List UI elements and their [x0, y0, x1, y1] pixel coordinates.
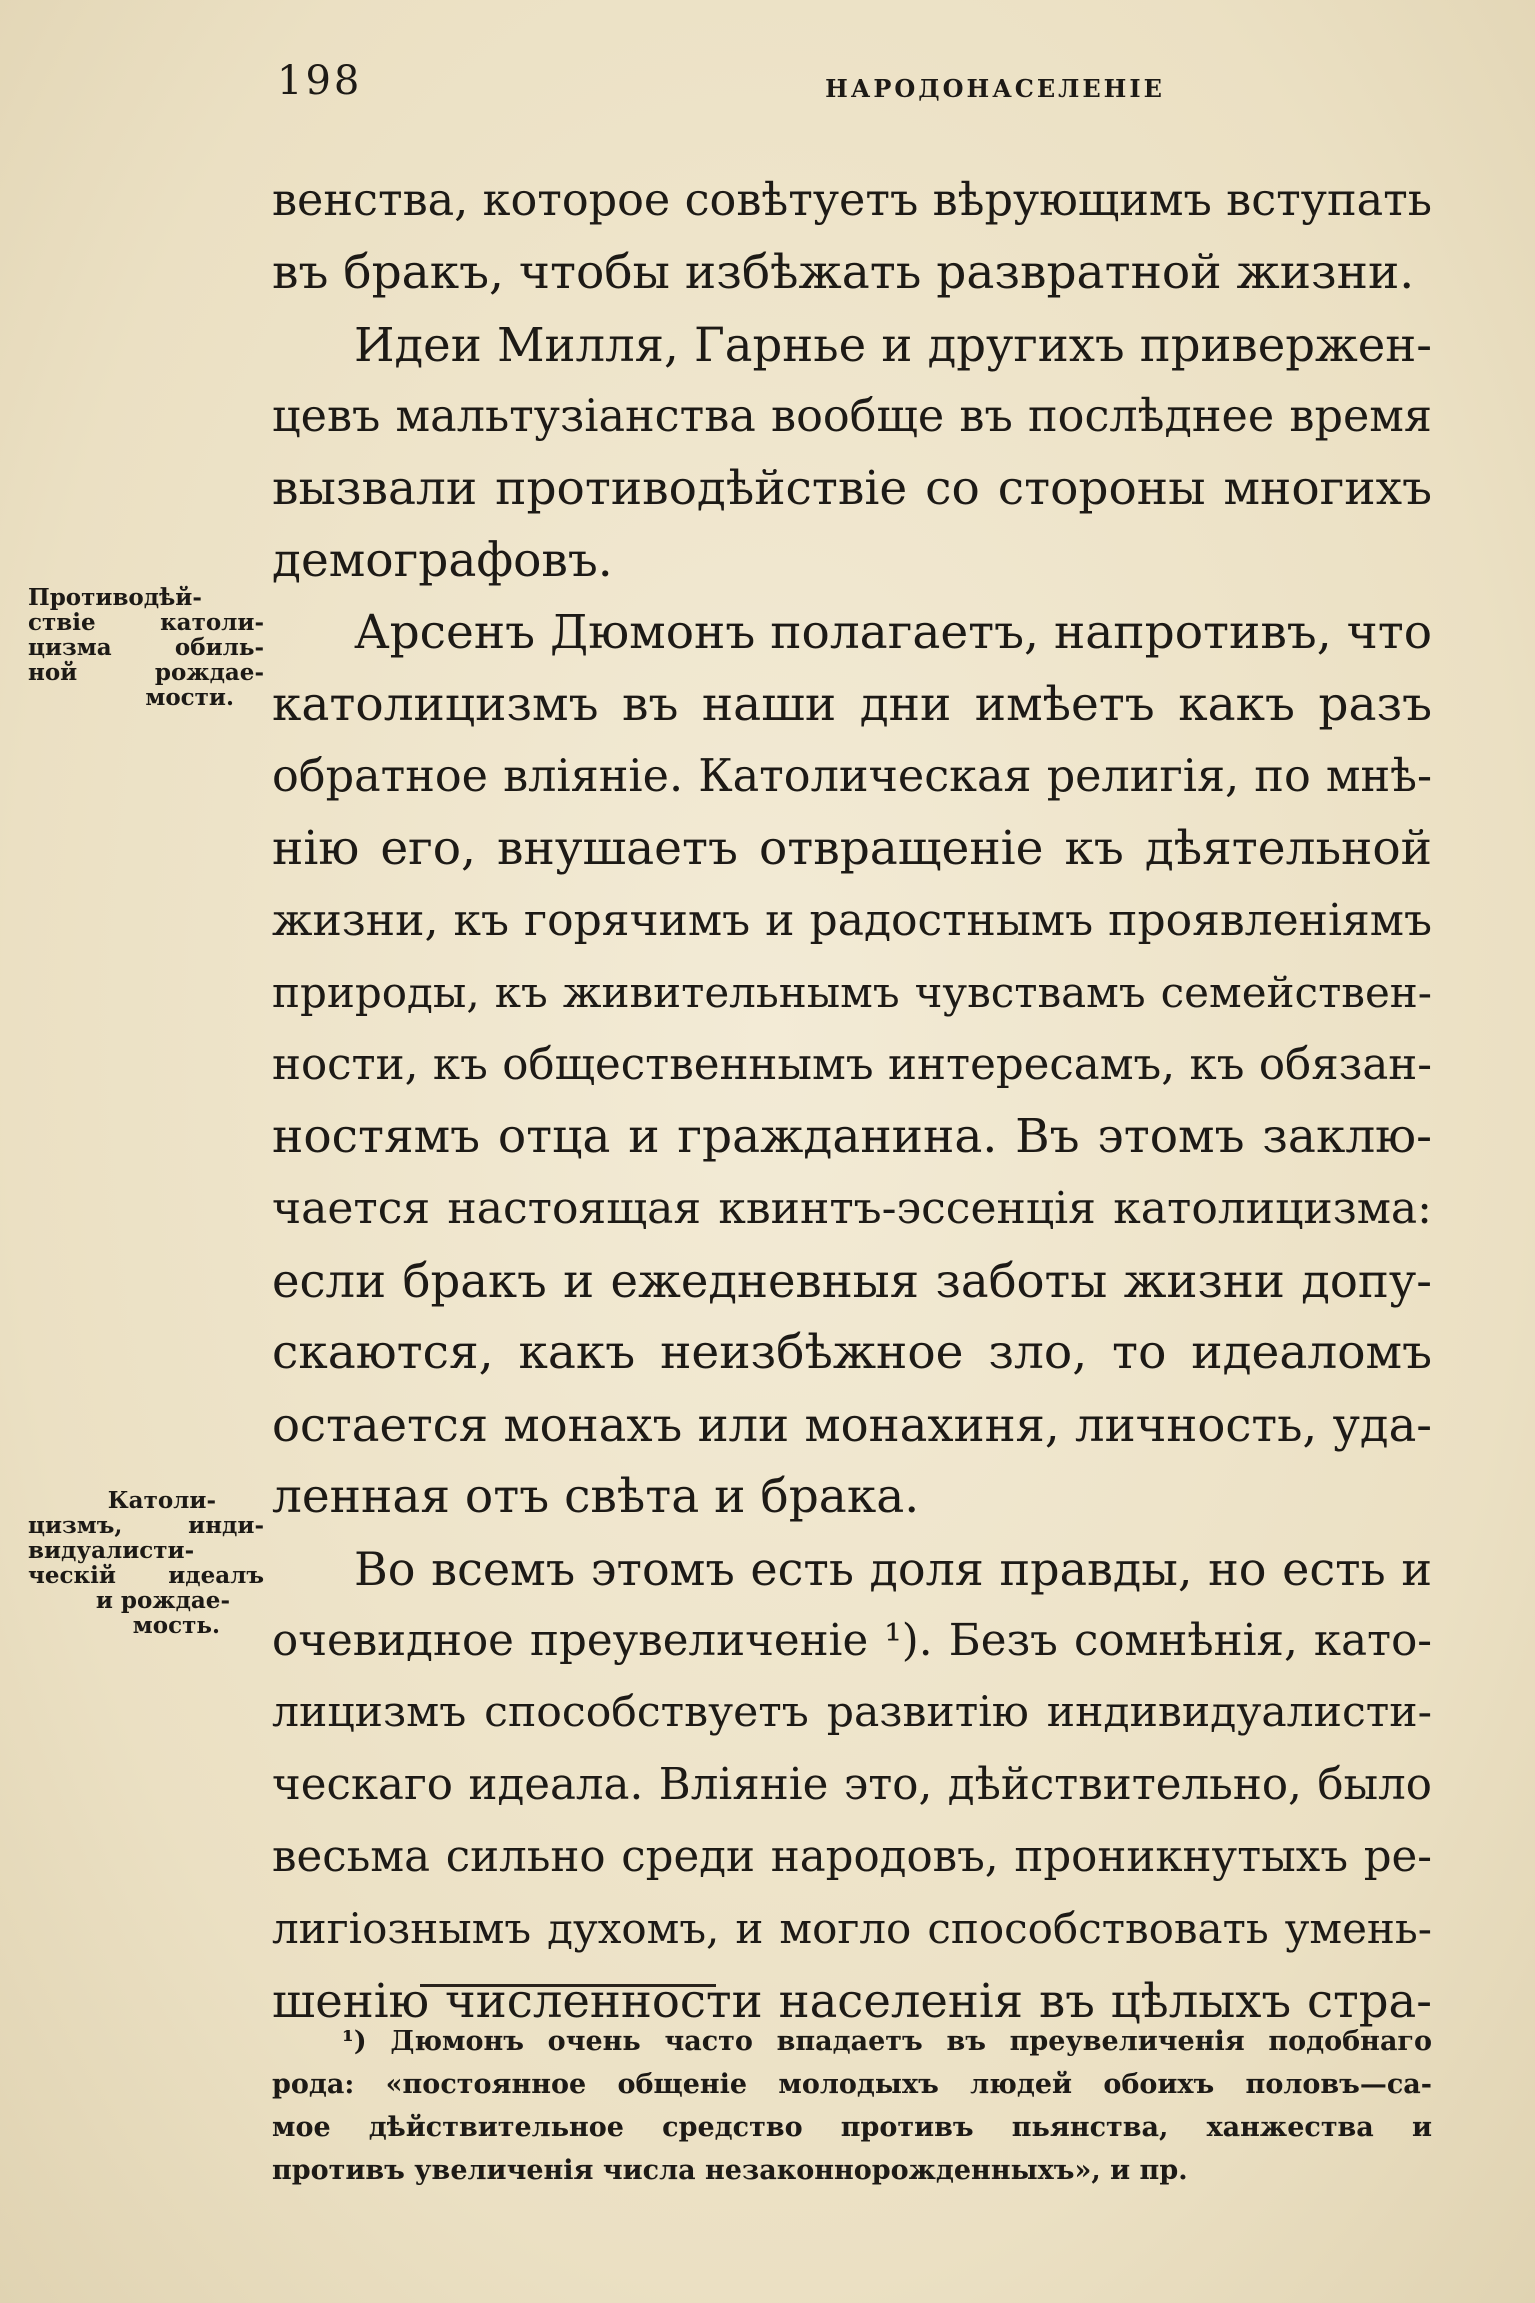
- text-line: цевъ мальтузіанства вообще въ послѣднее время: [272, 391, 1432, 442]
- text-line: въ бракъ, чтобы избѣжать развратной жизни.: [272, 245, 1415, 300]
- margin-note-line: видуалисти-: [28, 1537, 195, 1564]
- text-line: лигіознымъ духомъ, и могло способствовать умень-: [272, 1904, 1432, 1953]
- text-line: скаются, какъ неизбѣжное зло, то идеаломъ: [272, 1325, 1432, 1380]
- page-number: 198: [277, 58, 363, 104]
- text-line: католицизмъ въ наши дни имѣетъ какъ разъ: [272, 677, 1432, 732]
- text-line: лицизмъ способствуетъ развитію индивидуалисти-: [272, 1688, 1432, 1737]
- main-text: [272, 165, 1432, 2037]
- margin-note-line: мость.: [132, 1612, 220, 1639]
- margin-note-line: и рождае-: [95, 1587, 230, 1614]
- margin-note-counteraction: [28, 585, 264, 710]
- footnote-line: рода: «постоянное общеніе молодыхъ людей обоихъ половъ—са-: [272, 2069, 1432, 2100]
- margin-note-line: мости.: [145, 684, 234, 711]
- text-line: ности, къ общественнымъ интересамъ, къ обязан-: [272, 1040, 1432, 1090]
- text-line: весьма сильно среди народовъ, проникнутыхъ ре-: [272, 1832, 1432, 1882]
- margin-note-line: ческій идеалъ: [28, 1562, 264, 1589]
- footnote-line: ¹) Дюмонъ очень часто впадаетъ въ преувеличенія подобнаго: [342, 2026, 1432, 2057]
- page-header: [275, 58, 1430, 118]
- margin-note-line: Католи-: [107, 1487, 216, 1514]
- text-line: ленная отъ свѣта и брака.: [272, 1469, 920, 1524]
- text-line: венства, которое совѣтуетъ вѣрующимъ вступать: [272, 175, 1432, 226]
- text-line: если бракъ и ежедневныя заботы жизни допу-: [272, 1254, 1432, 1308]
- text-line: шенію численности населенія въ цѣлыхъ стра-: [272, 1974, 1432, 2028]
- text-line: очевидное преувеличеніе ¹). Безъ сомнѣнія, като-: [272, 1616, 1432, 1666]
- margin-note-individualism: [28, 1488, 264, 1638]
- margin-note-line: цизма обиль-: [28, 634, 264, 661]
- text-line: ческаго идеала. Вліяніе это, дѣйствительно, было: [272, 1760, 1432, 1810]
- text-line: обратное вліяніе. Католическая религія, по мнѣ-: [272, 751, 1432, 802]
- text-line: остается монахъ или монахиня, личность, уда-: [272, 1398, 1432, 1452]
- margin-note-line: ствіе католи-: [28, 609, 264, 636]
- text-line: жизни, къ горячимъ и радостнымъ проявленіямъ: [272, 895, 1432, 946]
- text-line: чается настоящая квинтъ-эссенція католицизма:: [272, 1183, 1432, 1234]
- footnote: [272, 2020, 1432, 2192]
- margin-note-line: ной рождае-: [28, 659, 264, 686]
- footnote-line: мое дѣйствительное средство противъ пьянства, ханжества и: [272, 2112, 1432, 2143]
- text-line: Арсенъ Дюмонъ полагаетъ, напротивъ, что: [354, 605, 1432, 660]
- text-line: Идеи Милля, Гарнье и другихъ привержен-: [354, 318, 1432, 372]
- running-title: НАРОДОНАСЕЛЕНІЕ: [825, 74, 1165, 103]
- text-line: нію его, внушаетъ отвращеніе къ дѣятельной: [272, 821, 1432, 876]
- text-line: природы, къ живительнымъ чувствамъ семействен-: [272, 968, 1432, 1017]
- text-line: вызвали противодѣйствіе со стороны многихъ: [272, 461, 1432, 516]
- margin-note-line: Противодѣй-: [28, 584, 202, 611]
- text-line: ностямъ отца и гражданина. Въ этомъ заклю-: [272, 1109, 1432, 1164]
- footnote-separator: [420, 1984, 716, 1987]
- text-line: Во всемъ этомъ есть доля правды, но есть и: [354, 1542, 1432, 1596]
- footnote-line: противъ увеличенія числа незаконнорожденныхъ», и пр.: [272, 2155, 1188, 2186]
- text-line: демографовъ.: [272, 533, 613, 588]
- margin-note-line: цизмъ, инди-: [28, 1512, 264, 1539]
